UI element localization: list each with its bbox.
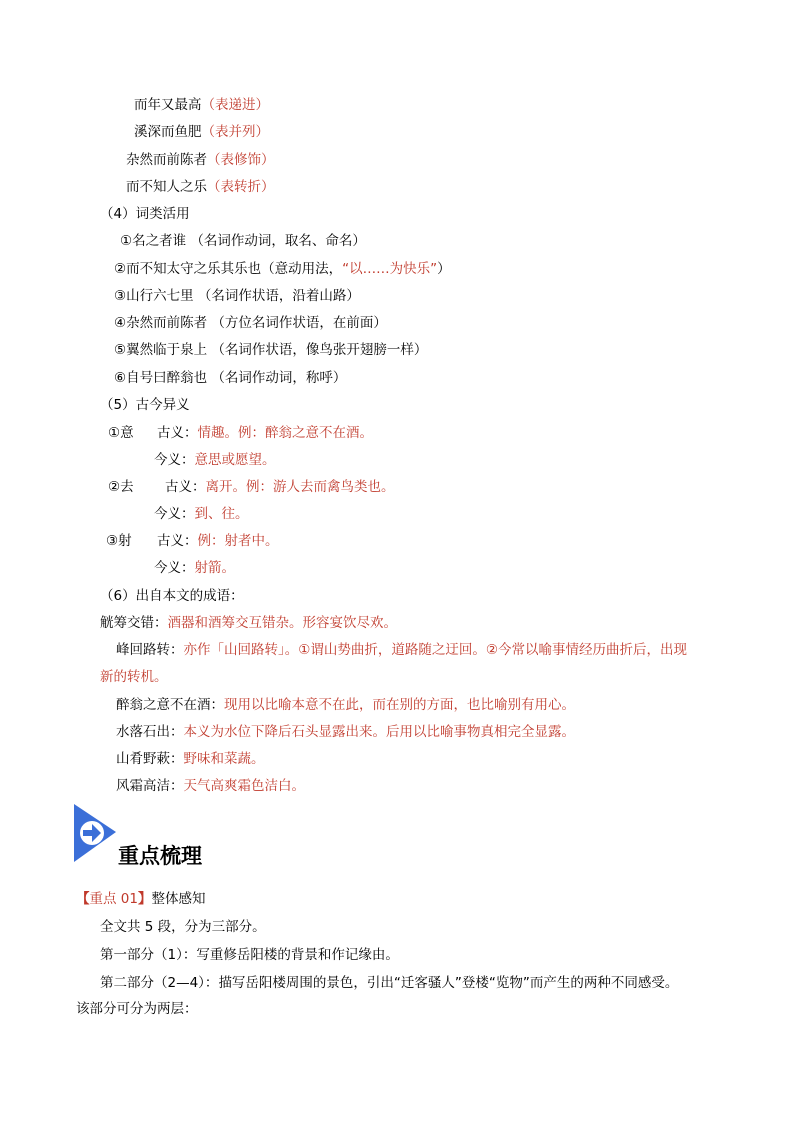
- key-point-heading: 【重点 01】整体感知: [76, 891, 206, 907]
- text-line: 杂然而前陈者（表修饰）: [126, 152, 275, 168]
- list-item: ①名之者谁 （名词作动词，取名、命名）: [120, 233, 366, 249]
- section-title: 重点梳理: [118, 843, 202, 868]
- text-line: 而不知人之乐（表转折）: [126, 179, 275, 195]
- subsection-heading: （5）古今异义: [100, 397, 190, 413]
- list-item: ③射: [106, 533, 132, 549]
- idiom-entry: 风霜高洁：天气高爽霜色洁白。: [116, 778, 305, 794]
- idiom-entry: 新的转机。: [100, 669, 168, 685]
- text-line: 溪深而鱼肥（表并列）: [134, 124, 269, 140]
- idiom-entry: 峰回路转：亦作「山回路转」。①谓山势曲折，道路随之迂回。②今常以喻事情经历曲折后，出现: [116, 642, 687, 658]
- arrow-right-icon: [72, 802, 118, 864]
- list-item: ②而不知太守之乐其乐也（意动用法，“以……为快乐”）: [114, 261, 451, 277]
- subsection-heading: （4）词类活用: [100, 206, 190, 222]
- list-item: 古义：例：射者中。: [157, 533, 279, 549]
- list-item: ①意: [108, 425, 134, 441]
- idiom-entry: 水落石出：本义为水位下降后石头显露出来。后用以比喻事物真相完全显露。: [116, 724, 575, 740]
- text-line: 而年又最高（表递进）: [134, 97, 269, 113]
- list-item: ⑤翼然临于泉上 （名词作状语，像鸟张开翅膀一样）: [114, 342, 428, 358]
- list-item: 古义：离开。例：游人去而禽鸟类也。: [165, 479, 395, 495]
- list-item: ②去: [108, 479, 134, 495]
- idiom-entry: 觥筹交错：酒器和酒筹交互错杂。形容宴饮尽欢。: [100, 615, 397, 631]
- idiom-entry: 醉翁之意不在酒：现用以比喻本意不在此，而在别的方面，也比喻别有用心。: [116, 697, 575, 713]
- list-item: 今义：意思或愿望。: [154, 452, 276, 468]
- list-item: ⑥自号曰醉翁也 （名词作动词，称呼）: [114, 370, 347, 386]
- list-item: 古义：情趣。例：醉翁之意不在酒。: [157, 425, 373, 441]
- list-item: ③山行六七里 （名词作状语，沿着山路）: [114, 288, 360, 304]
- list-item: ④杂然而前陈者 （方位名词作状语，在前面）: [114, 315, 387, 331]
- paragraph: 第一部分（1）：写重修岳阳楼的背景和作记缘由。: [100, 947, 399, 963]
- paragraph: 全文共 5 段，分为三部分。: [100, 919, 266, 935]
- paragraph: 该部分可分为两层：: [76, 1001, 198, 1017]
- list-item: 今义：射箭。: [154, 560, 235, 576]
- paragraph: 第二部分（2—4）：描写岳阳楼周围的景色，引出“迁客骚人”登楼“览物”而产生的两种不同感受。: [100, 975, 679, 991]
- subsection-heading: （6）出自本文的成语：: [100, 588, 244, 604]
- idiom-entry: 山肴野蔌：野味和菜蔬。: [116, 751, 265, 767]
- list-item: 今义：到、往。: [154, 506, 249, 522]
